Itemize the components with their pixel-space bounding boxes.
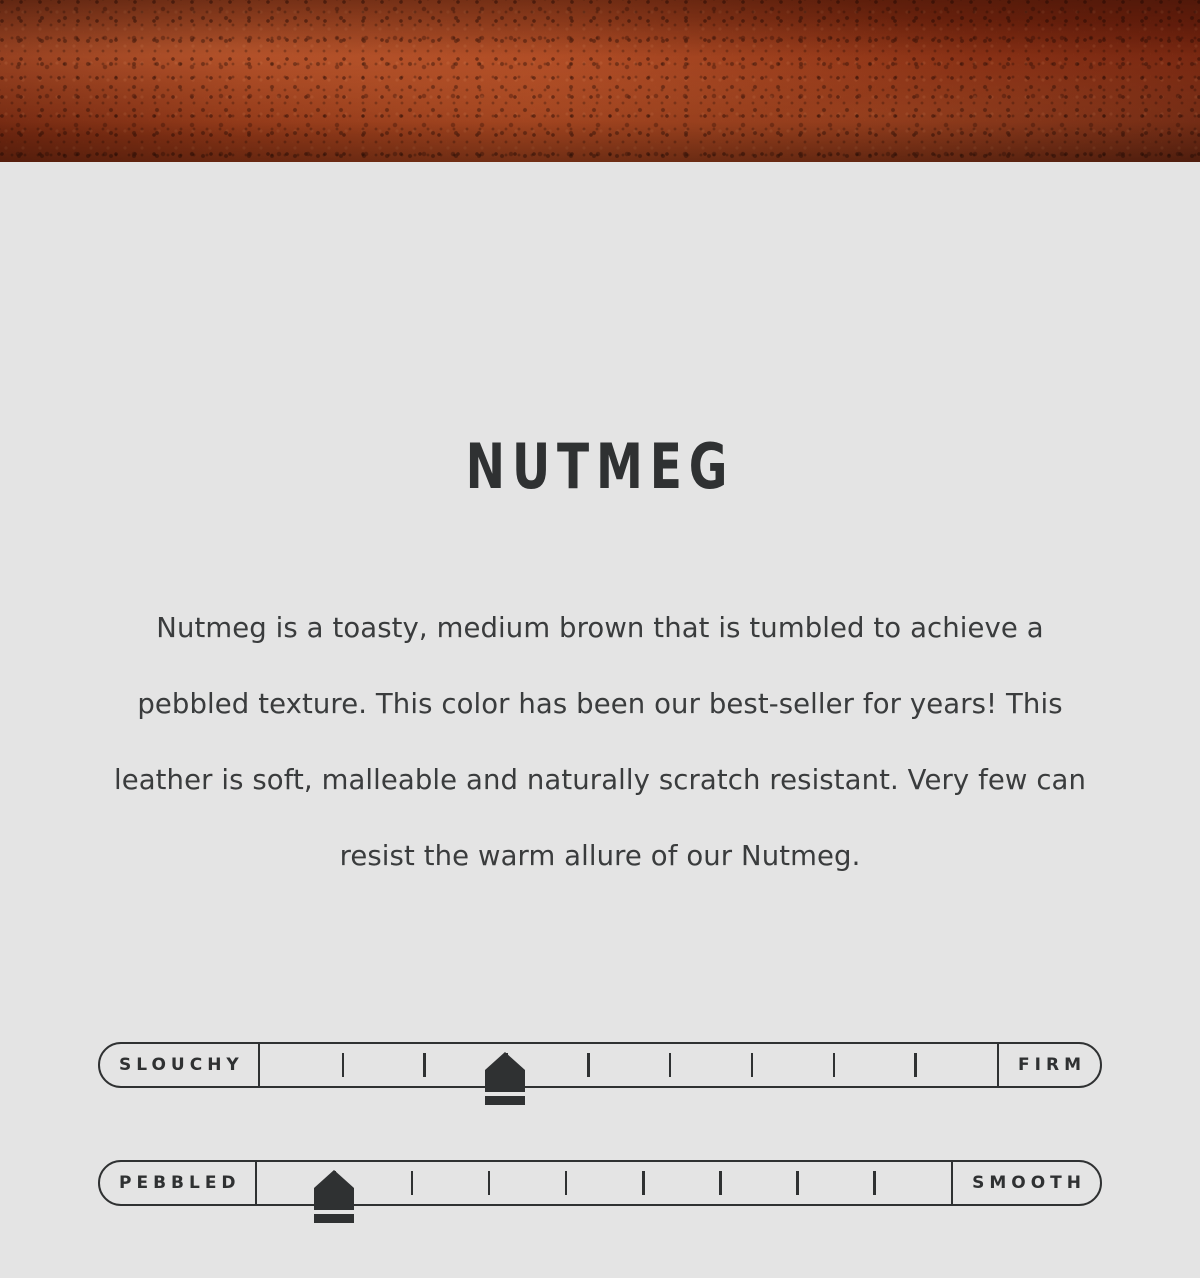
card-content <box>0 162 1200 1200</box>
scale-marker[interactable] <box>485 1052 525 1105</box>
leather-swatch-image <box>0 0 1200 162</box>
scale-right-label: SMOOTH <box>951 1162 1100 1204</box>
scale-texture <box>0 1160 1200 1278</box>
scale-tick <box>642 1171 645 1195</box>
scale-tick <box>587 1053 590 1077</box>
marker-head-icon <box>485 1052 525 1070</box>
scale-tick <box>751 1053 754 1077</box>
scale-tick <box>342 1053 345 1077</box>
scale-left-label: PEBBLED <box>100 1162 257 1204</box>
color-description: Nutmeg is a toasty, medium brown that is tumbled to achieve a pebbled texture. This color has been our best-seller for years! This leather is soft, malleable and naturally scratch resistant. Very few can resist the warm allure of our Nutmeg. <box>113 612 1087 872</box>
marker-base <box>485 1096 525 1105</box>
scale-tick <box>719 1171 722 1195</box>
attribute-scales <box>0 1042 1200 1278</box>
scale-track[interactable] <box>260 1044 997 1086</box>
scale-tick <box>873 1171 876 1195</box>
scale-marker[interactable] <box>314 1170 354 1223</box>
marker-body <box>485 1070 525 1092</box>
marker-body <box>314 1188 354 1210</box>
marker-head-icon <box>314 1170 354 1188</box>
leather-grain-texture-fine <box>0 0 1200 162</box>
scale-tick <box>488 1171 491 1195</box>
scale-tick <box>423 1053 426 1077</box>
scale-tick <box>796 1171 799 1195</box>
scale-tick <box>914 1053 917 1077</box>
scale-track[interactable] <box>257 1162 952 1204</box>
scale-bar <box>98 1042 1102 1088</box>
scale-tick <box>565 1171 568 1195</box>
scale-tick <box>833 1053 836 1077</box>
scale-left-label: SLOUCHY <box>100 1044 260 1086</box>
marker-base <box>314 1214 354 1223</box>
scale-firmness <box>0 1042 1200 1160</box>
scale-tick <box>411 1171 414 1195</box>
scale-right-label: FIRM <box>997 1044 1100 1086</box>
page-title: NUTMEG <box>465 430 735 503</box>
scale-bar <box>98 1160 1102 1206</box>
scale-tick <box>669 1053 672 1077</box>
